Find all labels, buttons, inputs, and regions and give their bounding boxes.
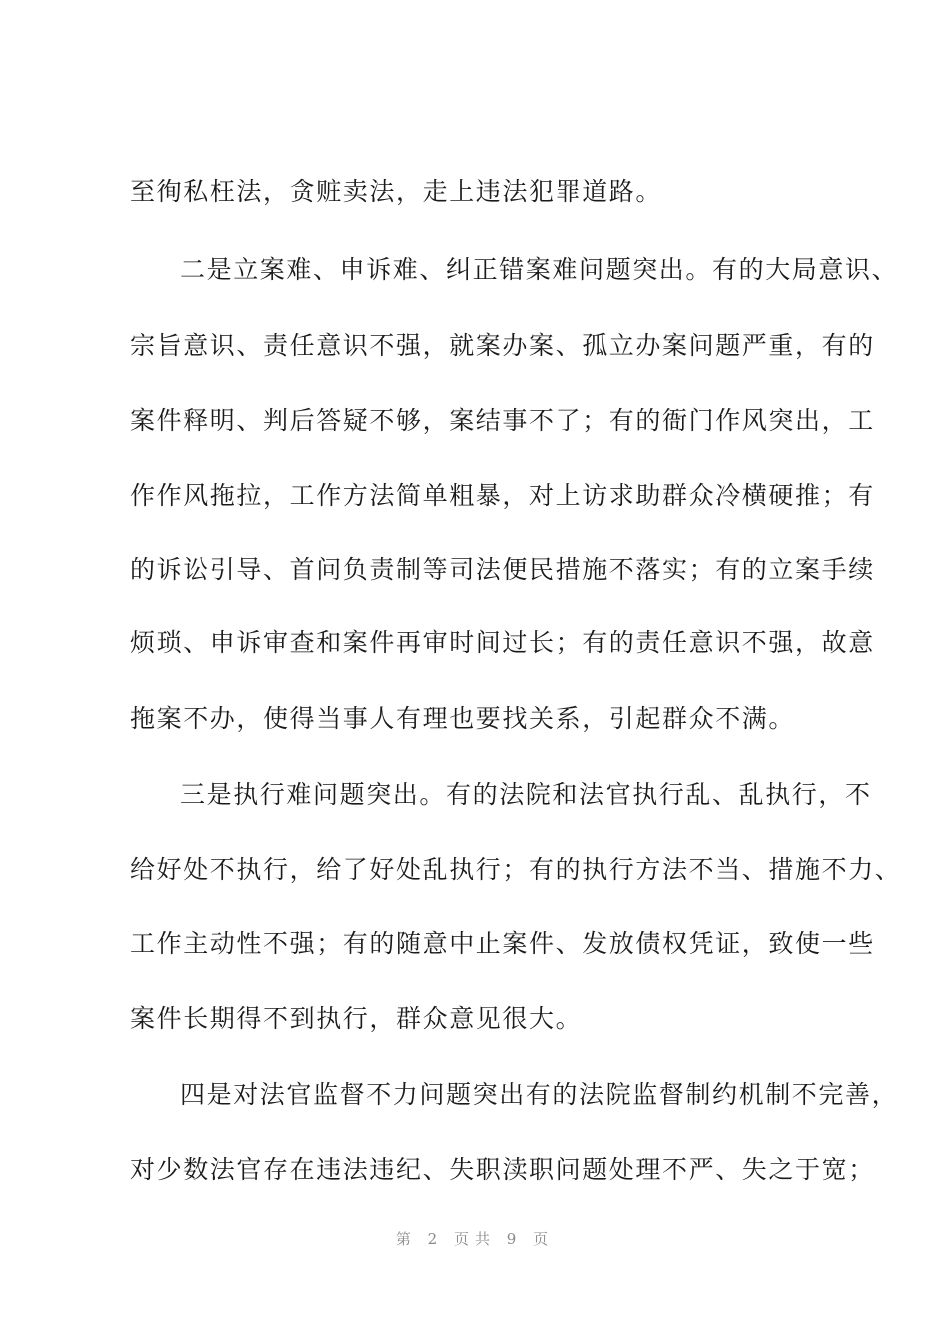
text-line: 宗旨意识、责任意识不强，就案办案、孤立办案问题严重，有的 (130, 331, 875, 360)
paragraph-start-line: 三是执行难问题突出。有的法院和法官执行乱、乱执行，不 (180, 780, 872, 809)
text-line: 案件长期得不到执行，群众意见很大。 (130, 1004, 583, 1033)
page-number: 第 2 页共 9 页 (395, 1230, 555, 1248)
text-line: 至徇私枉法，贪赃卖法，走上违法犯罪道路。 (130, 177, 663, 206)
text-line: 对少数法官存在违法违纪、失职渎职问题处理不严、失之于宽； (130, 1155, 875, 1184)
text-line: 的诉讼引导、首问负责制等司法便民措施不落实；有的立案手续 (130, 555, 875, 584)
text-line: 工作主动性不强；有的随意中止案件、发放债权凭证，致使一些 (130, 929, 875, 958)
text-line: 拖案不办，使得当事人有理也要找关系，引起群众不满。 (130, 704, 796, 733)
text-line: 作作风拖拉，工作方法简单粗暴，对上访求助群众冷横硬推；有 (130, 481, 875, 510)
paragraph-start-line: 四是对法官监督不力问题突出有的法院监督制约机制不完善， (180, 1080, 899, 1109)
text-line: 案件释明、判后答疑不够，案结事不了；有的衙门作风突出，工 (130, 406, 875, 435)
text-line: 给好处不执行，给了好处乱执行；有的执行方法不当、措施不力、 (130, 855, 902, 884)
paragraph-start-line: 二是立案难、申诉难、纠正错案难问题突出。有的大局意识、 (180, 255, 899, 284)
text-line: 烦琐、申诉审查和案件再审时间过长；有的责任意识不强，故意 (130, 628, 875, 657)
